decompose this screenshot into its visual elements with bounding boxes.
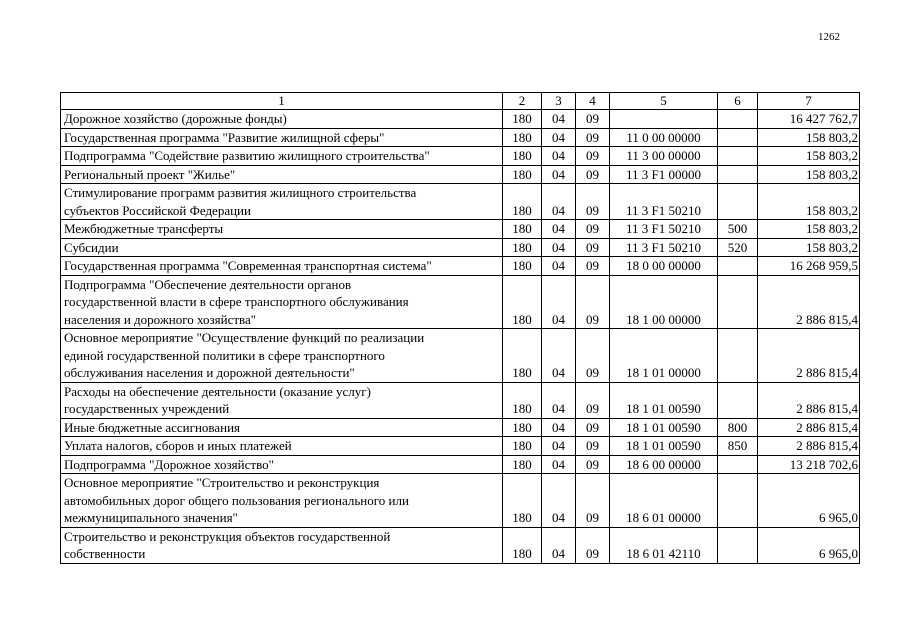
code-target: 11 3 F1 00000	[610, 165, 718, 184]
code-target: 11 3 00 00000	[610, 147, 718, 166]
row-name: Подпрограмма "Обеспечение деятельности органов государственной власти в сфере транспортного обслуживания населения и дорожного хозяйства"	[61, 275, 503, 329]
code-section: 04	[542, 527, 576, 563]
column-header: 4	[576, 93, 610, 110]
code-admin: 180	[503, 527, 542, 563]
column-header: 7	[758, 93, 860, 110]
code-admin: 180	[503, 147, 542, 166]
code-admin: 180	[503, 220, 542, 239]
code-admin: 180	[503, 128, 542, 147]
code-expense-type	[718, 455, 758, 474]
column-header: 2	[503, 93, 542, 110]
code-target: 18 0 00 00000	[610, 257, 718, 276]
amount: 2 886 815,4	[758, 275, 860, 329]
table-row	[61, 238, 860, 257]
code-expense-type	[718, 147, 758, 166]
code-subsection: 09	[576, 329, 610, 383]
code-expense-type	[718, 128, 758, 147]
row-name: Основное мероприятие "Строительство и реконструкция автомобильных дорог общего пользования регионального или межмуниципального значения"	[61, 474, 503, 528]
column-header: 6	[718, 93, 758, 110]
amount: 158 803,2	[758, 147, 860, 166]
code-expense-type	[718, 382, 758, 418]
table-row	[61, 110, 860, 129]
code-subsection: 09	[576, 474, 610, 528]
code-admin: 180	[503, 238, 542, 257]
amount: 2 886 815,4	[758, 329, 860, 383]
code-subsection: 09	[576, 184, 610, 220]
table-row	[61, 257, 860, 276]
code-subsection: 09	[576, 128, 610, 147]
code-expense-type	[718, 527, 758, 563]
code-section: 04	[542, 110, 576, 129]
budget-table	[60, 92, 860, 564]
code-expense-type: 520	[718, 238, 758, 257]
code-target: 11 3 F1 50210	[610, 184, 718, 220]
row-name: Строительство и реконструкция объектов государственной собственности	[61, 527, 503, 563]
code-expense-type	[718, 275, 758, 329]
amount: 16 427 762,7	[758, 110, 860, 129]
code-admin: 180	[503, 329, 542, 383]
code-admin: 180	[503, 455, 542, 474]
code-section: 04	[542, 455, 576, 474]
code-admin: 180	[503, 382, 542, 418]
code-target: 18 1 01 00590	[610, 418, 718, 437]
code-admin: 180	[503, 110, 542, 129]
amount: 6 965,0	[758, 474, 860, 528]
code-section: 04	[542, 184, 576, 220]
amount: 2 886 815,4	[758, 418, 860, 437]
column-header: 5	[610, 93, 718, 110]
table-row	[61, 329, 860, 383]
code-subsection: 09	[576, 275, 610, 329]
code-target: 11 0 00 00000	[610, 128, 718, 147]
code-target: 18 6 01 42110	[610, 527, 718, 563]
amount: 158 803,2	[758, 184, 860, 220]
code-admin: 180	[503, 437, 542, 456]
code-section: 04	[542, 382, 576, 418]
code-admin: 180	[503, 474, 542, 528]
code-expense-type	[718, 165, 758, 184]
row-name: Дорожное хозяйство (дорожные фонды)	[61, 110, 503, 129]
code-admin: 180	[503, 418, 542, 437]
code-admin: 180	[503, 184, 542, 220]
code-admin: 180	[503, 275, 542, 329]
code-section: 04	[542, 257, 576, 276]
code-expense-type: 800	[718, 418, 758, 437]
code-expense-type	[718, 110, 758, 129]
table-row	[61, 474, 860, 528]
code-admin: 180	[503, 257, 542, 276]
table-row	[61, 418, 860, 437]
header-row	[61, 93, 860, 110]
code-section: 04	[542, 147, 576, 166]
code-section: 04	[542, 474, 576, 528]
table-row	[61, 147, 860, 166]
amount: 158 803,2	[758, 128, 860, 147]
row-name: Государственная программа "Развитие жилищной сферы"	[61, 128, 503, 147]
code-section: 04	[542, 165, 576, 184]
code-expense-type	[718, 474, 758, 528]
table-row	[61, 220, 860, 239]
page-number: 1262	[818, 31, 840, 43]
row-name: Государственная программа "Современная транспортная система"	[61, 257, 503, 276]
code-section: 04	[542, 238, 576, 257]
table-row	[61, 455, 860, 474]
code-target: 11 3 F1 50210	[610, 238, 718, 257]
code-subsection: 09	[576, 418, 610, 437]
code-expense-type	[718, 329, 758, 383]
table-row	[61, 275, 860, 329]
table-row	[61, 128, 860, 147]
code-target: 18 1 01 00590	[610, 382, 718, 418]
code-subsection: 09	[576, 437, 610, 456]
amount: 16 268 959,5	[758, 257, 860, 276]
code-target	[610, 110, 718, 129]
code-subsection: 09	[576, 220, 610, 239]
code-expense-type: 850	[718, 437, 758, 456]
row-name: Подпрограмма "Дорожное хозяйство"	[61, 455, 503, 474]
row-name: Основное мероприятие "Осуществление функций по реализации единой государственной политики в сфере транспортного обслуживания населения и дорожной деятельности"	[61, 329, 503, 383]
row-name: Иные бюджетные ассигнования	[61, 418, 503, 437]
amount: 2 886 815,4	[758, 382, 860, 418]
code-target: 18 6 00 00000	[610, 455, 718, 474]
row-name: Стимулирование программ развития жилищного строительства субъектов Российской Федерации	[61, 184, 503, 220]
code-target: 18 6 01 00000	[610, 474, 718, 528]
code-section: 04	[542, 418, 576, 437]
code-subsection: 09	[576, 165, 610, 184]
table-row	[61, 527, 860, 563]
code-target: 18 1 01 00000	[610, 329, 718, 383]
column-header: 1	[61, 93, 503, 110]
row-name: Субсидии	[61, 238, 503, 257]
code-target: 18 1 00 00000	[610, 275, 718, 329]
column-header: 3	[542, 93, 576, 110]
amount: 2 886 815,4	[758, 437, 860, 456]
row-name: Подпрограмма "Содействие развитию жилищного строительства"	[61, 147, 503, 166]
row-name: Уплата налогов, сборов и иных платежей	[61, 437, 503, 456]
code-section: 04	[542, 128, 576, 147]
code-expense-type	[718, 184, 758, 220]
code-subsection: 09	[576, 382, 610, 418]
amount: 158 803,2	[758, 238, 860, 257]
code-target: 18 1 01 00590	[610, 437, 718, 456]
row-name: Межбюджетные трансферты	[61, 220, 503, 239]
code-section: 04	[542, 329, 576, 383]
code-subsection: 09	[576, 527, 610, 563]
code-subsection: 09	[576, 257, 610, 276]
code-subsection: 09	[576, 455, 610, 474]
amount: 158 803,2	[758, 220, 860, 239]
amount: 158 803,2	[758, 165, 860, 184]
row-name: Региональный проект "Жилье"	[61, 165, 503, 184]
code-section: 04	[542, 437, 576, 456]
amount: 6 965,0	[758, 527, 860, 563]
code-admin: 180	[503, 165, 542, 184]
code-expense-type: 500	[718, 220, 758, 239]
table-row	[61, 382, 860, 418]
code-target: 11 3 F1 50210	[610, 220, 718, 239]
code-subsection: 09	[576, 110, 610, 129]
table-row	[61, 165, 860, 184]
amount: 13 218 702,6	[758, 455, 860, 474]
code-expense-type	[718, 257, 758, 276]
code-subsection: 09	[576, 147, 610, 166]
table-row	[61, 437, 860, 456]
code-subsection: 09	[576, 238, 610, 257]
row-name: Расходы на обеспечение деятельности (оказание услуг) государственных учреждений	[61, 382, 503, 418]
table-row	[61, 184, 860, 220]
code-section: 04	[542, 275, 576, 329]
code-section: 04	[542, 220, 576, 239]
